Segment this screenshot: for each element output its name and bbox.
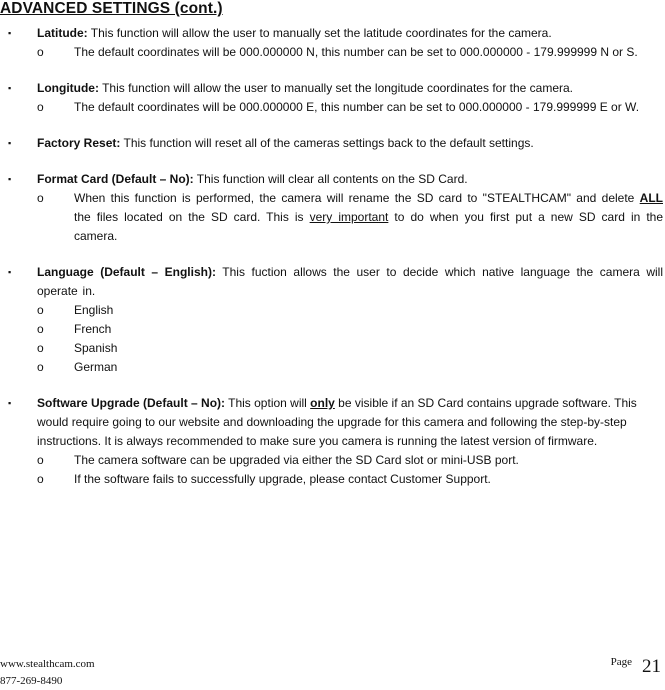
setting-language: [0, 263, 665, 377]
language-option: [0, 358, 665, 377]
square-bullet-icon: ▪: [8, 398, 12, 408]
sub-item: [0, 189, 665, 246]
square-bullet-icon: ▪: [8, 267, 12, 277]
sub-item-text: to do when you first put a new SD card in the camera.: [74, 210, 664, 243]
setting-format-card: [0, 170, 665, 246]
language-option: [0, 301, 665, 320]
circle-bullet-icon: o: [37, 100, 44, 114]
settings-list: [0, 24, 665, 506]
square-bullet-icon: ▪: [8, 174, 12, 184]
circle-bullet-icon: o: [37, 453, 44, 467]
setting-paragraph: [0, 79, 665, 98]
setting-software-upgrade: [0, 394, 665, 489]
page-title: ADVANCED SETTINGS (cont.): [0, 0, 223, 17]
setting-paragraph: [0, 24, 665, 43]
page-label: Page: [610, 656, 632, 668]
setting-label: Format Card (Default – No):: [37, 172, 194, 186]
setting-description: be visible if an SD Card contains upgrade software. This would require going to our website and downloading the upgrade for this camera and following the step-by-step instructions. It is always recommended to make sure you camera is running the latest version of firmware.: [37, 396, 637, 448]
sub-item-text: the files located on the SD card. This is: [74, 210, 310, 224]
setting-label: Factory Reset:: [37, 136, 121, 150]
sub-item-text: The camera software can be upgraded via either the SD Card slot or mini-USB port.: [74, 453, 519, 467]
footer-phone: 877-269-8490: [0, 675, 63, 687]
setting-description: This fuction allows the user to decide which native language the camera will operate in.: [37, 265, 663, 298]
setting-paragraph: [0, 263, 665, 301]
sub-item-text: The default coordinates will be 000.000000 E, this number can be set to 000.000000 - 179.999999 E or W.: [74, 100, 640, 114]
language-option: [0, 339, 665, 358]
sub-item-text: When this function is performed, the camera will rename the SD card to "STEALTHCAM" and delete: [74, 191, 640, 205]
emphasis-very-important: very important: [309, 210, 389, 224]
language-option: [0, 320, 665, 339]
setting-factory-reset: [0, 134, 665, 153]
circle-bullet-icon: o: [37, 322, 44, 336]
setting-description: This function will allow the user to manually set the longitude coordinates for the camera.: [98, 81, 574, 95]
language-option-label: English: [74, 303, 114, 317]
circle-bullet-icon: o: [37, 191, 44, 205]
circle-bullet-icon: o: [37, 45, 44, 59]
square-bullet-icon: ▪: [8, 83, 12, 93]
setting-description: This function will allow the user to manually set the latitude coordinates for the camera.: [87, 26, 552, 40]
emphasis-all: ALL: [639, 191, 663, 205]
square-bullet-icon: ▪: [8, 138, 12, 148]
square-bullet-icon: ▪: [8, 28, 12, 38]
page-number: 21: [642, 656, 661, 677]
setting-description: This function will reset all of the cameras settings back to the default settings.: [120, 136, 534, 150]
language-option-label: German: [74, 360, 118, 374]
sub-item-text: If the software fails to successfully upgrade, please contact Customer Support.: [74, 472, 491, 486]
circle-bullet-icon: o: [37, 341, 44, 355]
setting-longitude: [0, 79, 665, 117]
setting-description: This option will: [225, 396, 311, 410]
setting-label: Language (Default – English):: [37, 265, 216, 279]
circle-bullet-icon: o: [37, 472, 44, 486]
page-number-block: [611, 656, 661, 678]
circle-bullet-icon: o: [37, 360, 44, 374]
setting-description: This function will clear all contents on the SD Card.: [193, 172, 468, 186]
language-option-label: French: [74, 322, 112, 336]
footer-website[interactable]: www.stealthcam.com: [0, 658, 95, 670]
setting-label: Latitude:: [37, 26, 88, 40]
setting-label: Longitude:: [37, 81, 99, 95]
emphasis-only: only: [310, 396, 335, 410]
setting-paragraph: [0, 394, 665, 451]
setting-paragraph: [0, 134, 665, 153]
sub-item: [0, 98, 665, 117]
language-option-label: Spanish: [74, 341, 118, 355]
sub-item: [0, 451, 665, 470]
sub-item: [0, 470, 665, 489]
setting-label: Software Upgrade (Default – No):: [37, 396, 226, 410]
setting-latitude: [0, 24, 665, 62]
sub-item-text: The default coordinates will be 000.000000 N, this number can be set to 000.000000 - 179.999999 N or S.: [74, 45, 638, 59]
setting-paragraph: [0, 170, 665, 189]
footer-contact: [0, 656, 95, 690]
sub-item: [0, 43, 665, 62]
circle-bullet-icon: o: [37, 303, 44, 317]
